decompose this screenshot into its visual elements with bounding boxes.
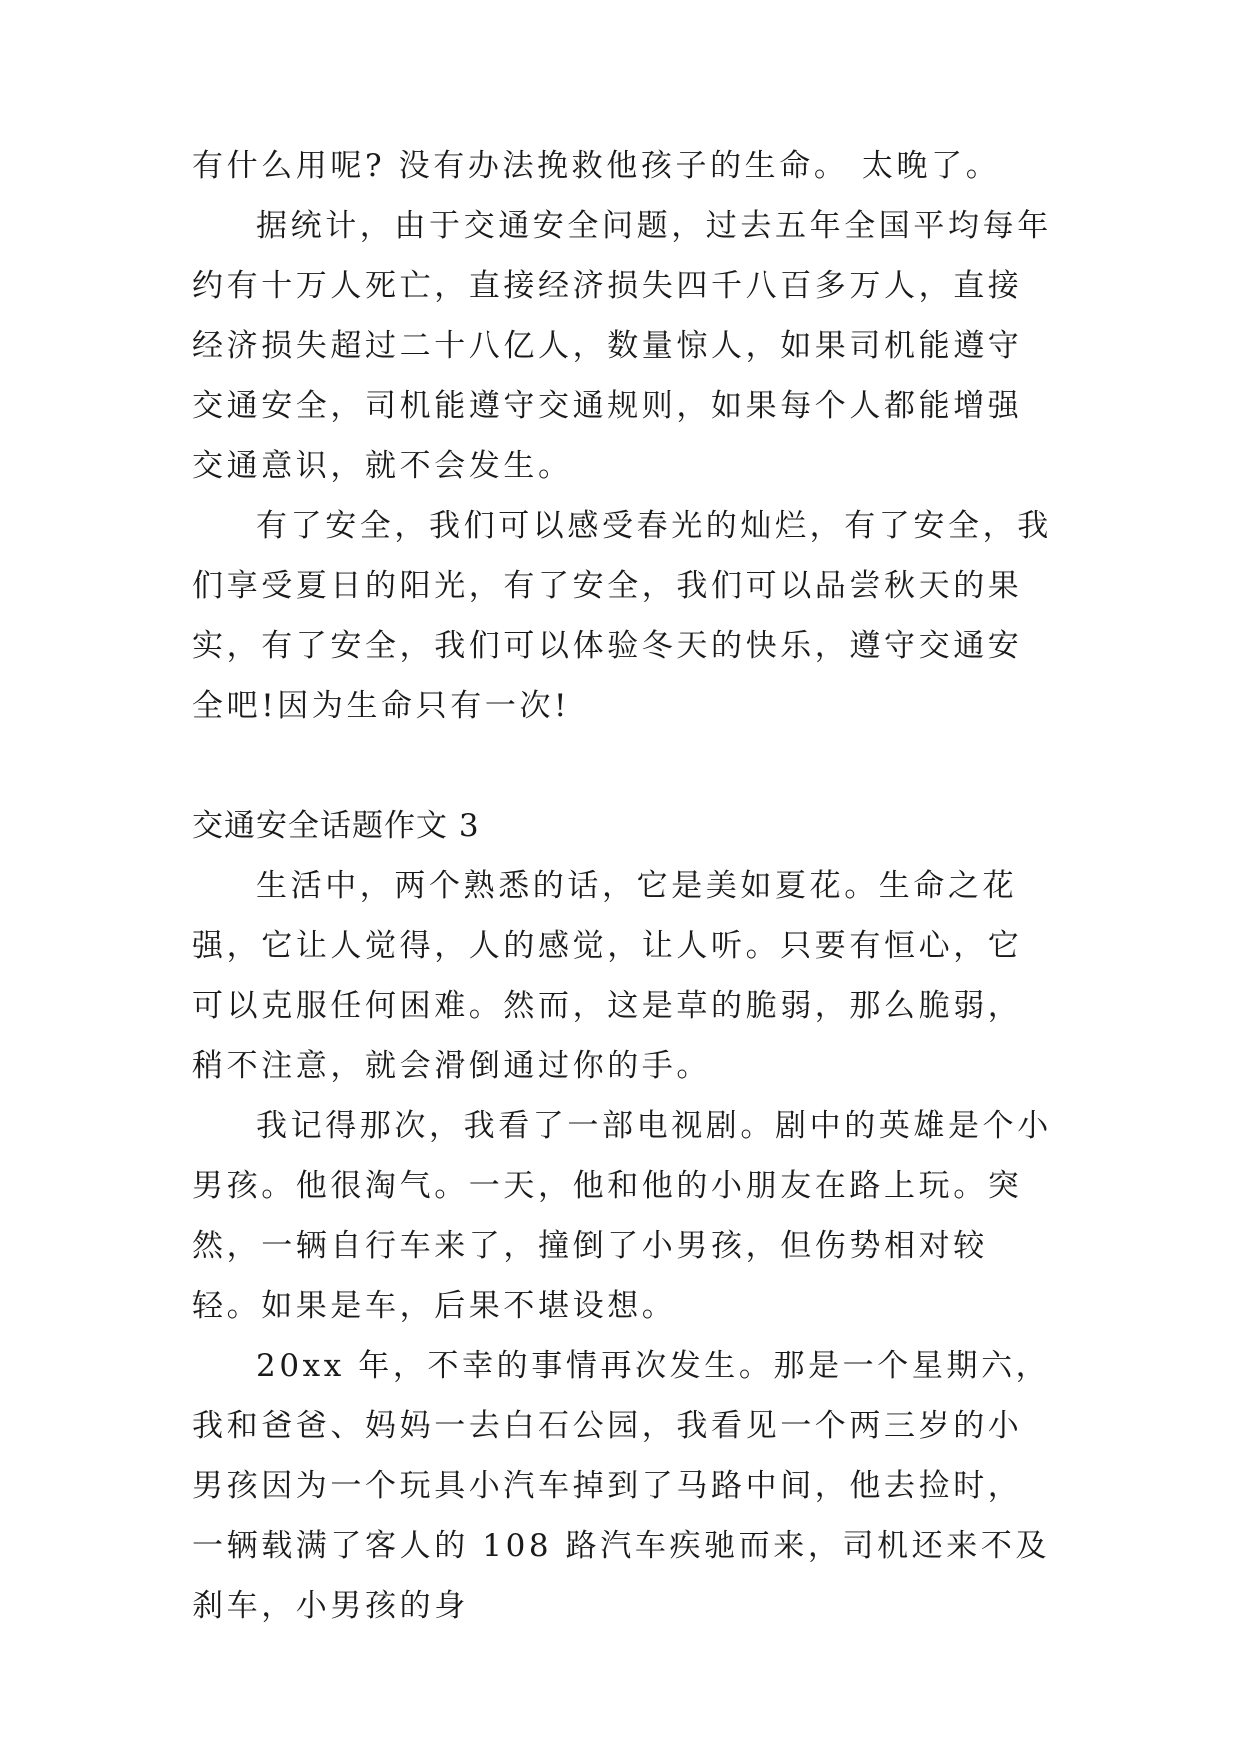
section-heading: 交通安全话题作文 3 — [192, 808, 480, 844]
paragraph-continuation: 有什么用呢? 没有办法挽救他孩子的生命。 太晚了。 — [192, 148, 1001, 184]
paragraph-statistics: 据统计，由于交通安全问题，过去五年全国平均每年约有十万人死亡，直接经济损失四千八百多万人，直接经济损失超过二十八亿人，数量惊人，如果司机能遵守交通安全，司机能遵守交通规则，如果每个人都能增强交通意识，就不会发生。 — [192, 208, 1052, 484]
document-body — [192, 136, 1052, 1636]
paragraph-life-flower: 生活中，两个熟悉的话，它是美如夏花。生命之花强，它让人觉得，人的感觉，让人听。只要有恒心，它可以克服任何困难。然而，这是草的脆弱，那么脆弱，稍不注意，就会滑倒通过你的手。 — [192, 868, 1023, 1084]
paragraph-accident: 20xx 年，不幸的事情再次发生。那是一个星期六，我和爸爸、妈妈一去白石公园，我看见一个两三岁的小男孩因为一个玩具小汽车掉到了马路中间，他去捡时，一辆载满了客人的 108 路汽车疾驰而来，司机还来不及刹车，小男孩的身 — [192, 1348, 1051, 1624]
section-spacer — [192, 736, 1052, 796]
paragraph-safety-seasons: 有了安全，我们可以感受春光的灿烂，有了安全，我们享受夏日的阳光，有了安全，我们可以品尝秋天的果实，有了安全，我们可以体验冬天的快乐，遵守交通安全吧!因为生命只有一次! — [192, 508, 1052, 724]
paragraph-tv-drama: 我记得那次，我看了一部电视剧。剧中的英雄是个小男孩。他很淘气。一天，他和他的小朋友在路上玩。突然，一辆自行车来了，撞倒了小男孩，但伤势相对较轻。如果是车，后果不堪设想。 — [192, 1108, 1052, 1324]
